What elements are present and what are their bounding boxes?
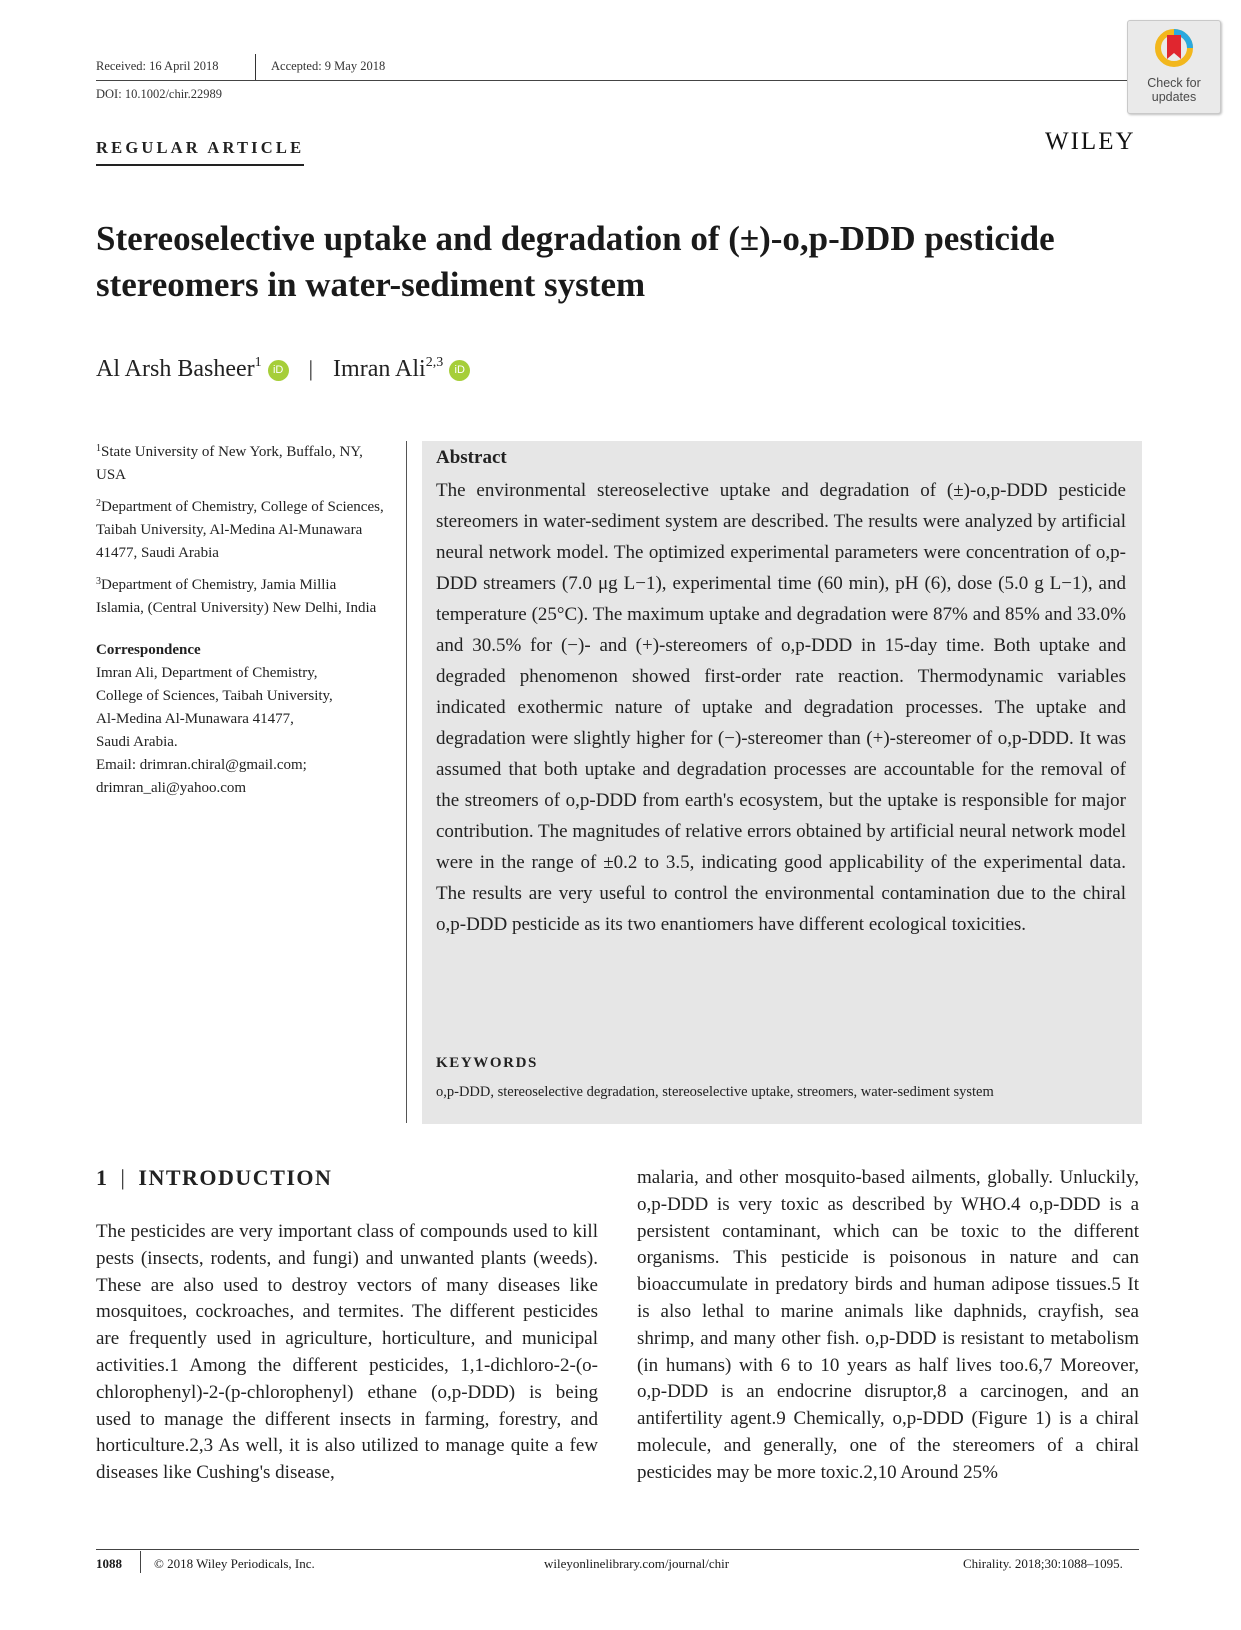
affil-number: 3: [96, 576, 101, 587]
badge-line-2: updates: [1151, 90, 1197, 104]
author-list: [96, 355, 470, 383]
author-name[interactable]: Imran Ali: [333, 356, 426, 382]
section-heading: [96, 1165, 332, 1191]
page-number: 1088: [96, 1556, 122, 1571]
correspondence-line: Saudi Arabia.: [96, 734, 178, 750]
affil-text: Department of Chemistry, Jamia Millia Islamia, (Central University) New Delhi, India: [96, 577, 377, 616]
section-number: 1: [96, 1165, 109, 1190]
article-type: REGULAR ARTICLE: [96, 138, 304, 166]
article-title: Stereoselective uptake and degradation of (±)-o,p-DDD pesticide stereomers in water-sediment system: [96, 219, 1055, 304]
affiliation: [96, 570, 386, 620]
copyright: © 2018 Wiley Periodicals, Inc.: [154, 1556, 315, 1571]
affiliations: [96, 437, 386, 800]
section-separator: |: [120, 1165, 127, 1190]
author-affil-mark: 2,3: [425, 355, 444, 370]
publisher-logo: WILEY: [1045, 128, 1136, 155]
orcid-icon[interactable]: iD: [268, 360, 289, 381]
affil-text: Department of Chemistry, College of Sciences, Taibah University, Al-Medina Al-Munawara 41477, Saudi Arabia: [96, 499, 384, 561]
badge-line-1: Check for: [1147, 76, 1201, 90]
header-rule: [96, 80, 1146, 81]
accepted-date: Accepted: 9 May 2018: [271, 59, 386, 73]
correspondence-heading: Correspondence: [96, 642, 201, 658]
orcid-icon[interactable]: iD: [449, 360, 470, 381]
author-separator: |: [308, 356, 314, 381]
footer-rule: [96, 1549, 1139, 1550]
abstract-text: The environmental stereoselective uptake and degradation of (±)-o,p-DDD pesticide stereomers in water-sediment system are described. The results were analyzed by artificial neural network model. The optimized experimental parameters were concentration of o,p-DDD streamers (7.0 μg L−1), experimental time (60 min), pH (6), dose (5.0 g L−1), and temperature (25°C). The maximum uptake and degradation were 87% and 85% and 33.0% and 30.5% for (−)- and (+)-stereomers of o,p-DDD in 15-day time. Both uptake and degraded phenomenon showed first-order rate reaction. Thermodynamic variables indicated exothermic nature of uptake and degradation processes. The uptake and degradation were slightly higher for (−)-stereomer than (+)-stereomer of o,p-DDD. It was assumed that both uptake and degradation processes are accountable for the removal of the streomers of o,p-DDD from earth's ecosystem, but the uptake is responsible for major contribution. The magnitudes of relative errors obtained by artificial neural network model were in the range of ±0.2 to 3.5, indicating good applicability of the experimental data. The results are very useful to control the environmental contamination due to the chiral o,p-DDD pesticide as its two enantiomers have different ecological toxicities.: [436, 480, 1126, 935]
affil-number: 1: [96, 443, 101, 454]
journal-url[interactable]: wileyonlinelibrary.com/journal/chir: [544, 1556, 730, 1571]
author-name[interactable]: Al Arsh Basheer: [96, 356, 255, 382]
abstract-heading: Abstract: [436, 447, 507, 468]
keywords-list: o,p-DDD, stereoselective degradation, stereoselective uptake, streomers, water-sediment system: [436, 1084, 994, 1100]
header-divider: [255, 54, 256, 80]
affil-number: 2: [96, 498, 101, 509]
citation: Chirality. 2018;30:1088–1095.: [963, 1556, 1123, 1571]
abstract-rule: [406, 441, 407, 1123]
correspondence-line: College of Sciences, Taibah University,: [96, 688, 333, 704]
affiliation: [96, 492, 386, 565]
received-date: Received: 16 April 2018: [96, 59, 219, 73]
intro-left-column: The pesticides are very important class of compounds used to kill pests (insects, rodents, and fungi) and unwanted plants (weeds). These are also used to destroy vectors of many diseases like mosquitoes, cockroaches, and termites. The different pesticides are frequently used in agriculture, horticulture, and municipal activities.1 Among the different pesticides, 1,1-dichloro-2-(o-chlorophenyl)-2-(p-chlorophenyl) ethane (o,p-DDD) is being used to manage the different insects in farming, forestry, and horticulture.2,3 As well, it is also utilized to manage quite a few diseases like Cushing's disease,: [96, 1221, 598, 1484]
correspondence-email[interactable]: drimran_ali@yahoo.com: [96, 780, 247, 796]
abstract-box: [422, 441, 1142, 1124]
correspondence-email[interactable]: Email: drimran.chiral@gmail.com;: [96, 757, 307, 773]
author-affil-mark: 1: [254, 355, 262, 370]
check-for-updates-button[interactable]: [1127, 20, 1221, 114]
affiliation: [96, 437, 386, 487]
doi[interactable]: DOI: 10.1002/chir.22989: [96, 87, 223, 101]
footer-divider: [140, 1551, 141, 1573]
section-title: INTRODUCTION: [138, 1165, 333, 1190]
keywords-heading: KEYWORDS: [436, 1055, 538, 1071]
bookmark-icon: [1153, 27, 1195, 69]
affil-text: State University of New York, Buffalo, NY, USA: [96, 444, 363, 483]
correspondence-line: Al-Medina Al-Munawara 41477,: [96, 711, 294, 727]
correspondence-line: Imran Ali, Department of Chemistry,: [96, 665, 318, 681]
intro-right-column: malaria, and other mosquito-based ailments, globally. Unluckily, o,p-DDD is very toxic as described by WHO.4 o,p-DDD is a persistent contaminant, which can be toxic to the different organisms. This pesticide is poisonous in nature and can bioaccumulate in predatory birds and human adipose tissues.5 It is also lethal to marine animals like daphnids, crayfish, sea shrimp, and many other fish. o,p-DDD is resistant to metabolism (in humans) with 6 to 10 years as half lives too.6,7 Moreover, o,p-DDD is an endocrine disruptor,8 a carcinogen, and an antifertility agent.9 Chemically, o,p-DDD (Figure 1) is a chiral molecule, and generally, one of the stereomers of a chiral pesticides may be more toxic.2,10 Around 25%: [637, 1167, 1139, 1483]
